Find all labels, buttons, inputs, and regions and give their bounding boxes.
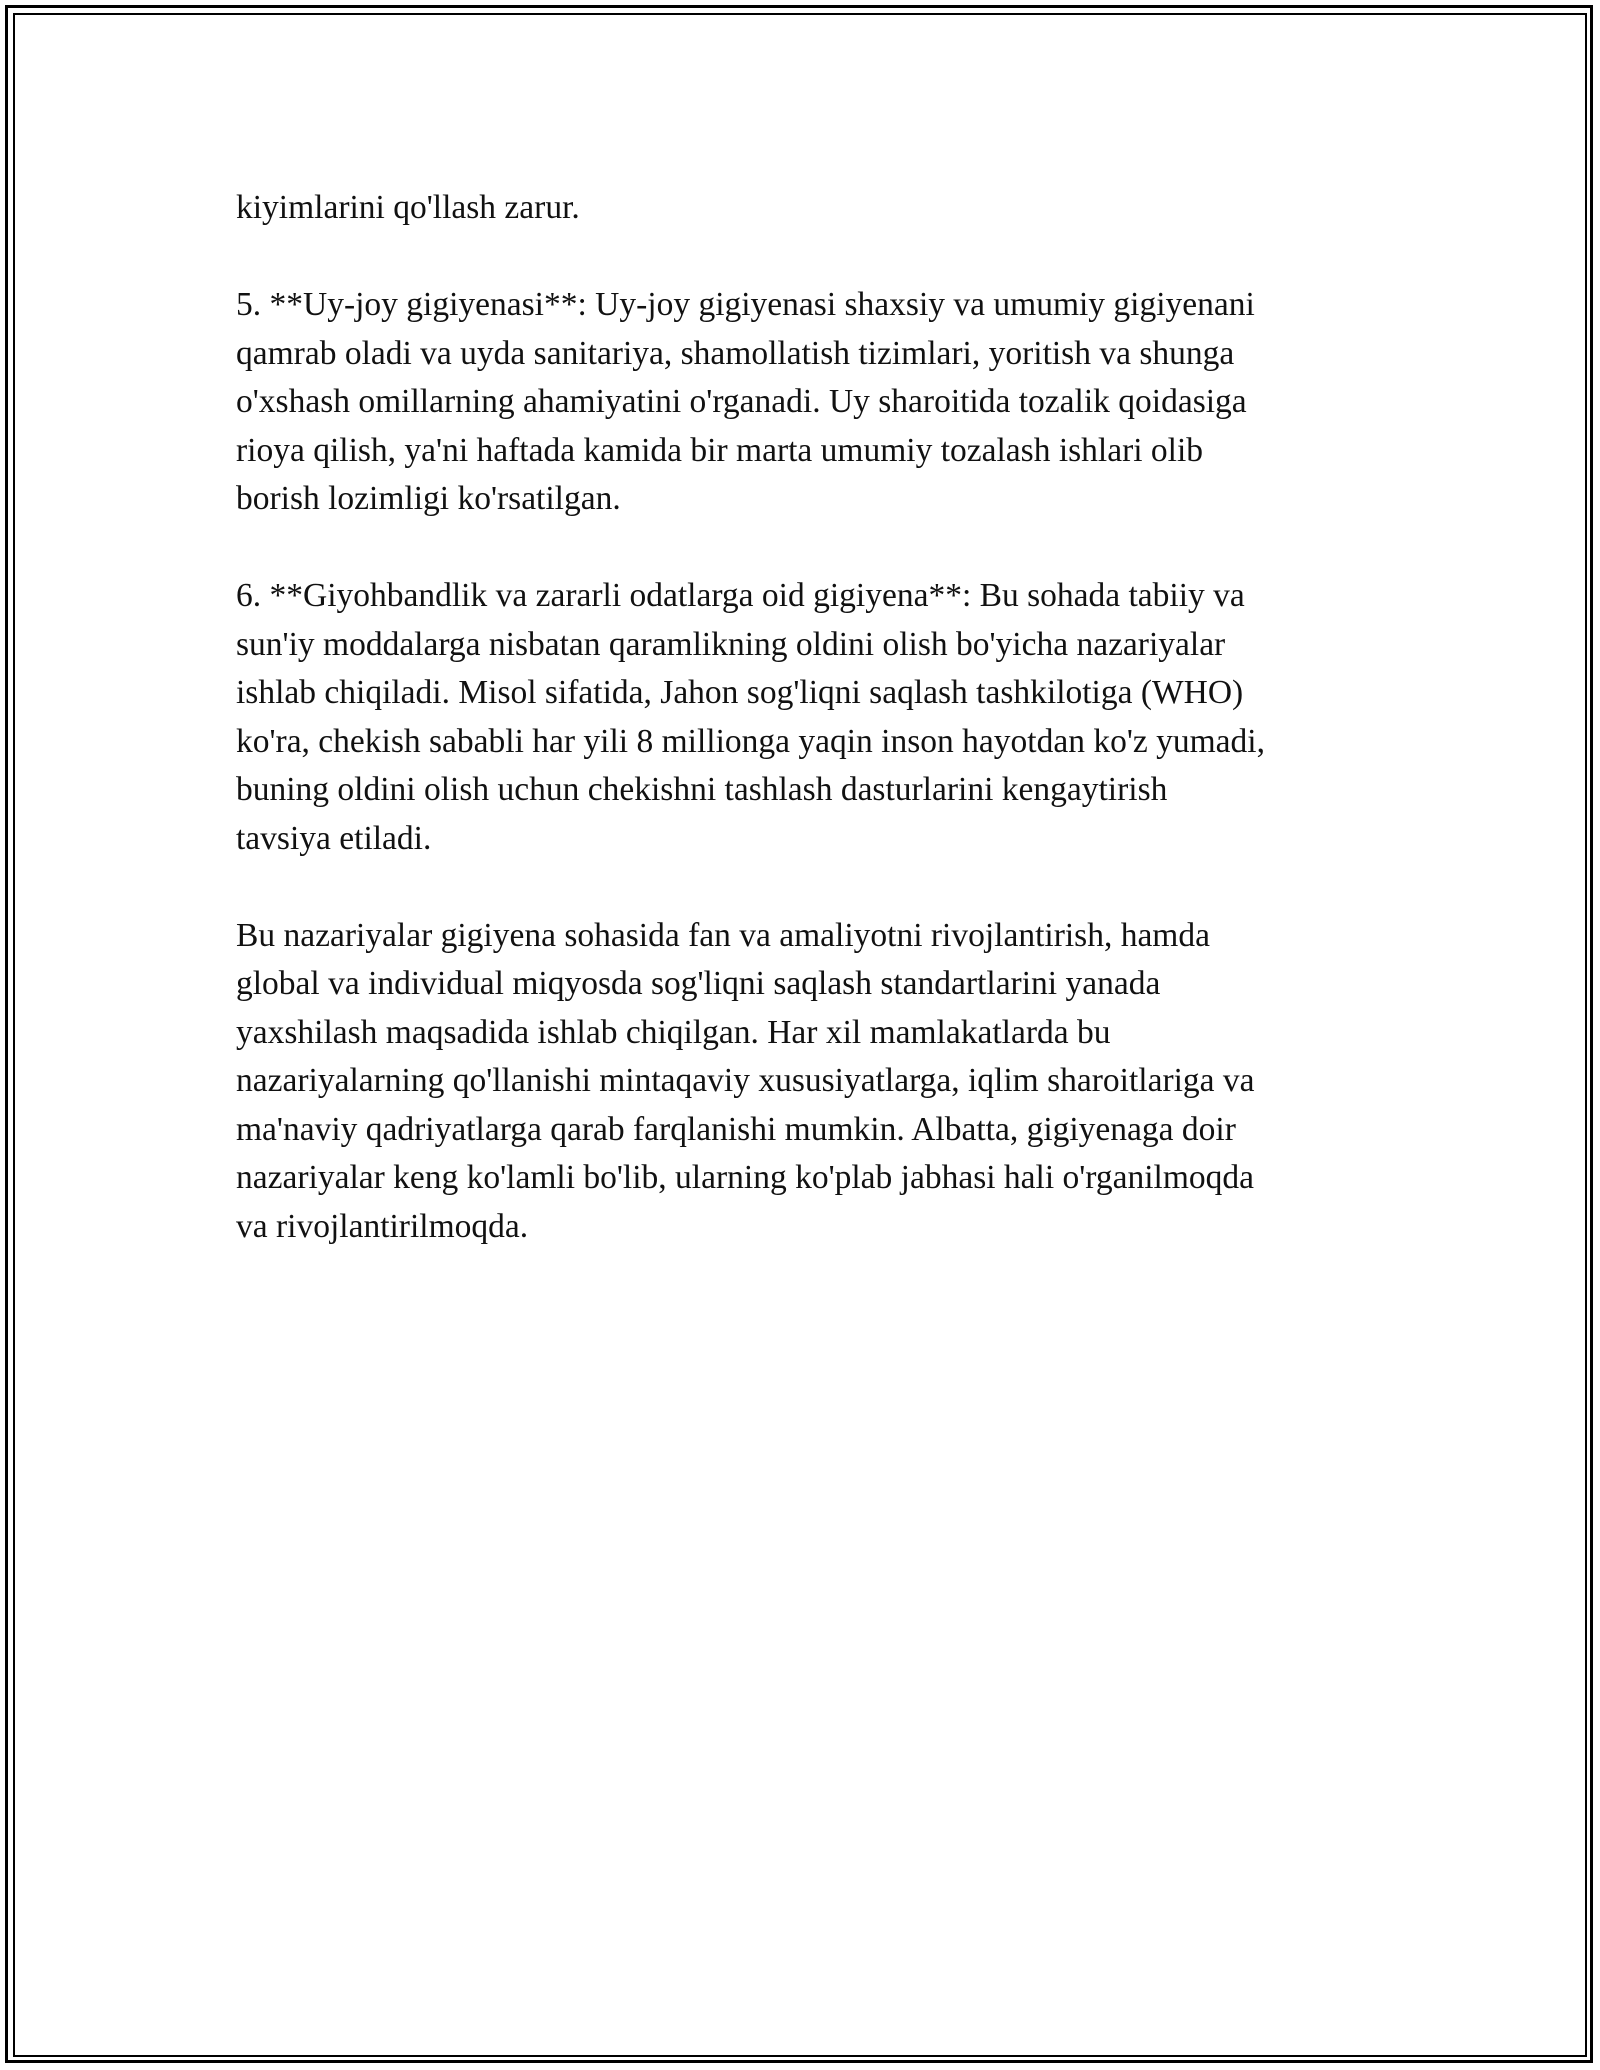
document-body [236,184,1386,1300]
paragraph-continuation: kiyimlarini qo'llash zarur. [236,189,580,226]
paragraph-addiction-hygiene: 6. **Giyohbandlik va zararli odatlarga oid gigiyena**: Bu sohada tabiiy va sun'iy moddalarga nisbatan qaramlikning oldini olish bo'yicha nazariyalar ishlab chiqiladi. Misol sifatida, Jahon sog'liqni saqlash tashkilotiga (WHO) ko'ra, chekish sababli har yili 8 millionga yaqin inson hayotdan ko'z yumadi, buning oldini olish uchun chekishni tashlash dasturlarini kengaytirish tavsiya etiladi. [236,577,1265,857]
paragraph-housing-hygiene: 5. **Uy-joy gigiyenasi**: Uy-joy gigiyenasi shaxsiy va umumiy gigiyenani qamrab oladi va uyda sanitariya, shamollatish tizimlari, yoritish va shunga o'xshash omillarning ahamiyatini o'rganadi. Uy sharoitida tozalik qoidasiga rioya qilish, ya'ni haftada kamida bir marta umumiy tozalash ishlari olib borish lozimligi ko'rsatilgan. [236,286,1255,517]
paragraph-conclusion: Bu nazariyalar gigiyena sohasida fan va amaliyotni rivojlantirish, hamda global va individual miqyosda sog'liqni saqlash standartlarini yanada yaxshilash maqsadida ishlab chiqilgan. Har xil mamlakatlarda bu nazariyalarning qo'llanishi mintaqaviy xususiyatlarga, iqlim sharoitlariga va ma'naviy qadriyatlarga qarab farqlanishi mumkin. Albatta, gigiyenaga doir nazariyalar keng ko'lamli bo'lib, ularning ko'plab jabhasi hali o'rganilmoqda va rivojlantirilmoqda. [236,916,1255,1245]
